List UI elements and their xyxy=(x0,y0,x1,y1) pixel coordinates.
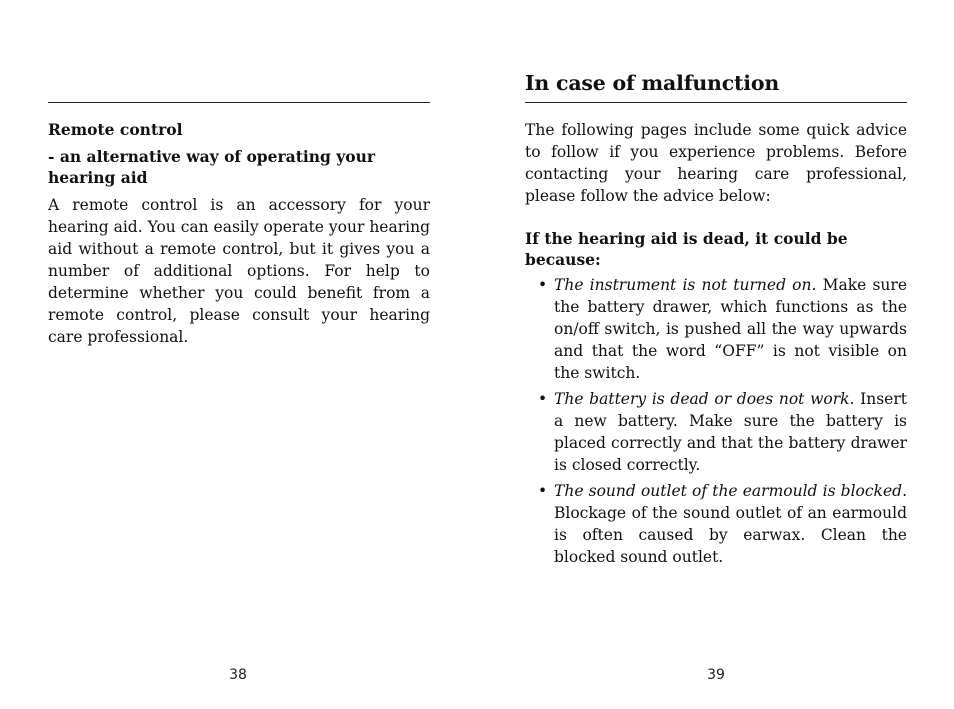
cause-text: The sound outlet of the earmould is blocked xyxy=(554,482,903,500)
heading-rule xyxy=(525,102,907,103)
cause-advice: Make sure the battery drawer, which functions as the on/off switch, is pushed all the way upwards and that the word “OFF” is not visible on the switch. xyxy=(554,276,907,382)
right-page xyxy=(525,0,907,709)
cause-item xyxy=(525,480,907,568)
section-title: Remote control xyxy=(48,120,183,139)
cause-item xyxy=(525,388,907,476)
intro-paragraph: The following pages include some quick advice to follow if you experience problems. Before contacting your hearing care professional, please follow the advice below: xyxy=(525,121,907,205)
right-content xyxy=(525,119,907,572)
left-section-rule xyxy=(48,102,430,103)
cause-item xyxy=(525,274,907,384)
section-body: A remote control is an accessory for your hearing aid. You can easily operate your hearing aid without a remote control, but it gives you a number of additional options. For help to determine whether you could benefit from a remote control, please consult your hearing care professional. xyxy=(48,196,430,346)
left-content xyxy=(48,119,430,348)
left-page xyxy=(48,0,430,709)
cause-text: The instrument is not turned on. xyxy=(554,276,817,294)
page-number-left: 38 xyxy=(229,667,247,683)
causes-heading: If the hearing aid is dead, it could be because: xyxy=(525,229,848,269)
cause-text: The battery is dead or does not work xyxy=(554,390,850,408)
bullet-icon: • xyxy=(538,276,548,294)
causes-list xyxy=(525,274,907,568)
bullet-icon: • xyxy=(538,482,548,500)
bullet-icon: • xyxy=(538,390,548,408)
section-subtitle: - an alternative way of operating your hearing aid xyxy=(48,147,376,187)
page-heading: In case of malfunction xyxy=(525,71,780,95)
cause-advice: . Blockage of the sound outlet of an earmould is often caused by earwax. Clean the blocked sound outlet. xyxy=(554,482,907,566)
cause-advice: . Insert a new battery. Make sure the battery is placed correctly and that the battery drawer is closed correctly. xyxy=(554,390,907,474)
page-number-right: 39 xyxy=(707,667,725,683)
